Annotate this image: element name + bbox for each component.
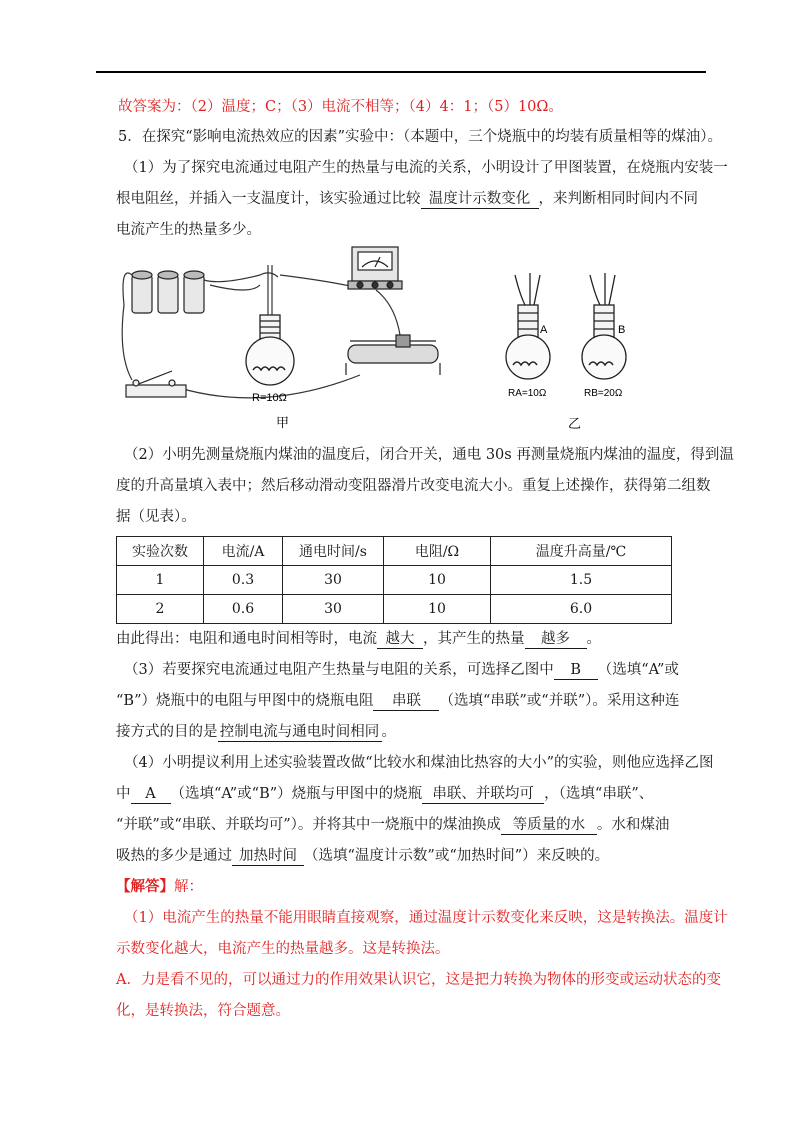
- text: ，（选填“串联”、: [544, 786, 654, 802]
- table-header-cell: 电阻/Ω: [384, 537, 491, 566]
- table-row: [117, 566, 672, 595]
- text: 。: [586, 631, 601, 647]
- figure-label-yi: 乙: [568, 417, 582, 432]
- blank-answer: B: [554, 661, 598, 680]
- text: “并联”或“串联、并联均可”）。并将其中一烧瓶中的煤油换成: [116, 817, 501, 833]
- blank-answer: 等质量的水: [501, 816, 597, 835]
- text: （选填“A”或: [597, 662, 679, 678]
- table-header-cell: 实验次数: [117, 537, 204, 566]
- text: （选填“温度计示数”或“加热时间”）来反映的。: [304, 848, 610, 864]
- blank-answer: 温度计示数变化: [421, 190, 539, 209]
- q5-part1-line2: [116, 188, 698, 210]
- text: （选填“A”或“B”）烧瓶与甲图中的烧瓶: [170, 786, 423, 802]
- ammeter-icon: [348, 247, 402, 289]
- q5-part4-line2: [116, 783, 653, 805]
- blank-answer: A: [131, 785, 171, 804]
- table-cell: 1: [117, 566, 204, 595]
- header-rule: [96, 71, 706, 73]
- solution-line1: （1）电流产生的热量不能用眼睛直接观察，通过温度计示数变化来反映，这是转换法。温度计: [124, 910, 728, 926]
- blank-answer: 加热时间: [232, 847, 304, 866]
- solution-line4: 化，是转换法，符合题意。: [116, 1003, 290, 1019]
- table-cell: 0.3: [204, 566, 283, 595]
- solution-line3: A．力是看不见的，可以通过力的作用效果认识它，这是把力转换为物体的形变或运动状态的变: [116, 972, 721, 988]
- q5-part4-line3: [116, 814, 669, 836]
- table-cell: 2: [117, 595, 204, 624]
- text: 根电阻丝，并插入一支温度计，该实验通过比较: [116, 191, 421, 207]
- table-cell: 30: [283, 566, 384, 595]
- table-header-cell: 电流/A: [204, 537, 283, 566]
- table-header-cell: 温度升高量/℃: [491, 537, 672, 566]
- text: 吸热的多少是通过: [116, 848, 232, 864]
- solution-line2: 示数变化越大，电流产生的热量越多。这是转换法。: [116, 941, 450, 957]
- blank-answer: 控制电流与通电时间相同: [218, 723, 382, 742]
- text: 。: [381, 724, 396, 740]
- switch-icon: [126, 371, 186, 397]
- flask-jia-icon: [246, 315, 294, 385]
- q5-part1-line3: 电流产生的热量多少。: [116, 222, 261, 238]
- text: 中: [116, 786, 131, 802]
- q5-part1-line1: （1）为了探究电流通过电阻产生的热量与电流的关系，小明设计了甲图装置，在烧瓶内安装一: [124, 160, 728, 176]
- table-cell: 10: [384, 595, 491, 624]
- blank-answer: 串联、并联均可: [422, 785, 544, 804]
- text: 接方式的目的是: [116, 724, 218, 740]
- q5-part3-line3: [116, 721, 396, 743]
- table-cell: 10: [384, 566, 491, 595]
- solution-heading: [116, 876, 203, 898]
- q5-part3-line2: [116, 690, 679, 712]
- solution-tag: 【解答】: [116, 878, 174, 895]
- text: ，来判断相同时间内不同: [538, 191, 698, 207]
- q5-part2-line2: 度的升高量填入表中；然后移动滑动变阻器滑片改变电流大小。重复上述操作，获得第二组数: [116, 478, 711, 494]
- resistor-label: R=10Ω: [252, 392, 287, 404]
- text: 解：: [174, 879, 203, 895]
- flask-b-resistance: RB=20Ω: [584, 388, 623, 399]
- experiment-figure: [110, 245, 670, 435]
- text: ，其产生的热量: [423, 631, 525, 647]
- text: 由此得出：电阻和通电时间相等时，电流: [116, 631, 377, 647]
- text: （3）若要探究电流通过电阻产生热量与电阻的关系，可选择乙图中: [124, 662, 554, 678]
- blank-answer: 串联: [373, 692, 439, 711]
- battery-pack-icon: [132, 271, 204, 313]
- figure-label-jia: 甲: [276, 416, 290, 431]
- data-table: [116, 536, 672, 624]
- q5-part4-line1: （4）小明提议利用上述实验装置改做“比较水和煤油比热容的大小”的实验，则他应选择乙图: [124, 755, 714, 771]
- text: “B”）烧瓶中的电阻与甲图中的烧瓶电阻: [116, 693, 374, 709]
- flask-a-resistance: RA=10Ω: [508, 388, 547, 399]
- flask-a-label: A: [540, 324, 548, 336]
- blank-answer: 越多: [525, 630, 587, 649]
- q5-part2-line1: （2）小明先测量烧瓶内煤油的温度后，闭合开关，通电 30s 再测量烧瓶内煤油的温度，得到温: [124, 447, 734, 463]
- table-cell: 0.6: [204, 595, 283, 624]
- q5-part4-line4: [116, 845, 609, 867]
- flask-b-label: B: [618, 324, 626, 336]
- previous-answer-line: 故答案为：（2）温度；C；（3）电流不相等；（4）4：1；（5）10Ω。: [118, 99, 563, 115]
- q5-part3-line1: [124, 659, 679, 681]
- table-cell: 6.0: [491, 595, 672, 624]
- table-row: [117, 595, 672, 624]
- text: 。水和煤油: [596, 817, 670, 833]
- q5-part2-line3: 据（见表）。: [116, 509, 196, 525]
- conclusion-line: [116, 628, 601, 650]
- table-cell: 1.5: [491, 566, 672, 595]
- text: （选填“串联”或“并联”）。采用这种连: [439, 693, 680, 709]
- table-header-row: [117, 537, 672, 566]
- rheostat-icon: [346, 335, 440, 375]
- table-header-cell: 通电时间/s: [283, 537, 384, 566]
- blank-answer: 越大: [377, 630, 423, 649]
- question-5-intro: 5．在探究“影响电流热效应的因素”实验中：（本题中，三个烧瓶中的均装有质量相等的煤油）。: [118, 129, 723, 145]
- table-cell: 30: [283, 595, 384, 624]
